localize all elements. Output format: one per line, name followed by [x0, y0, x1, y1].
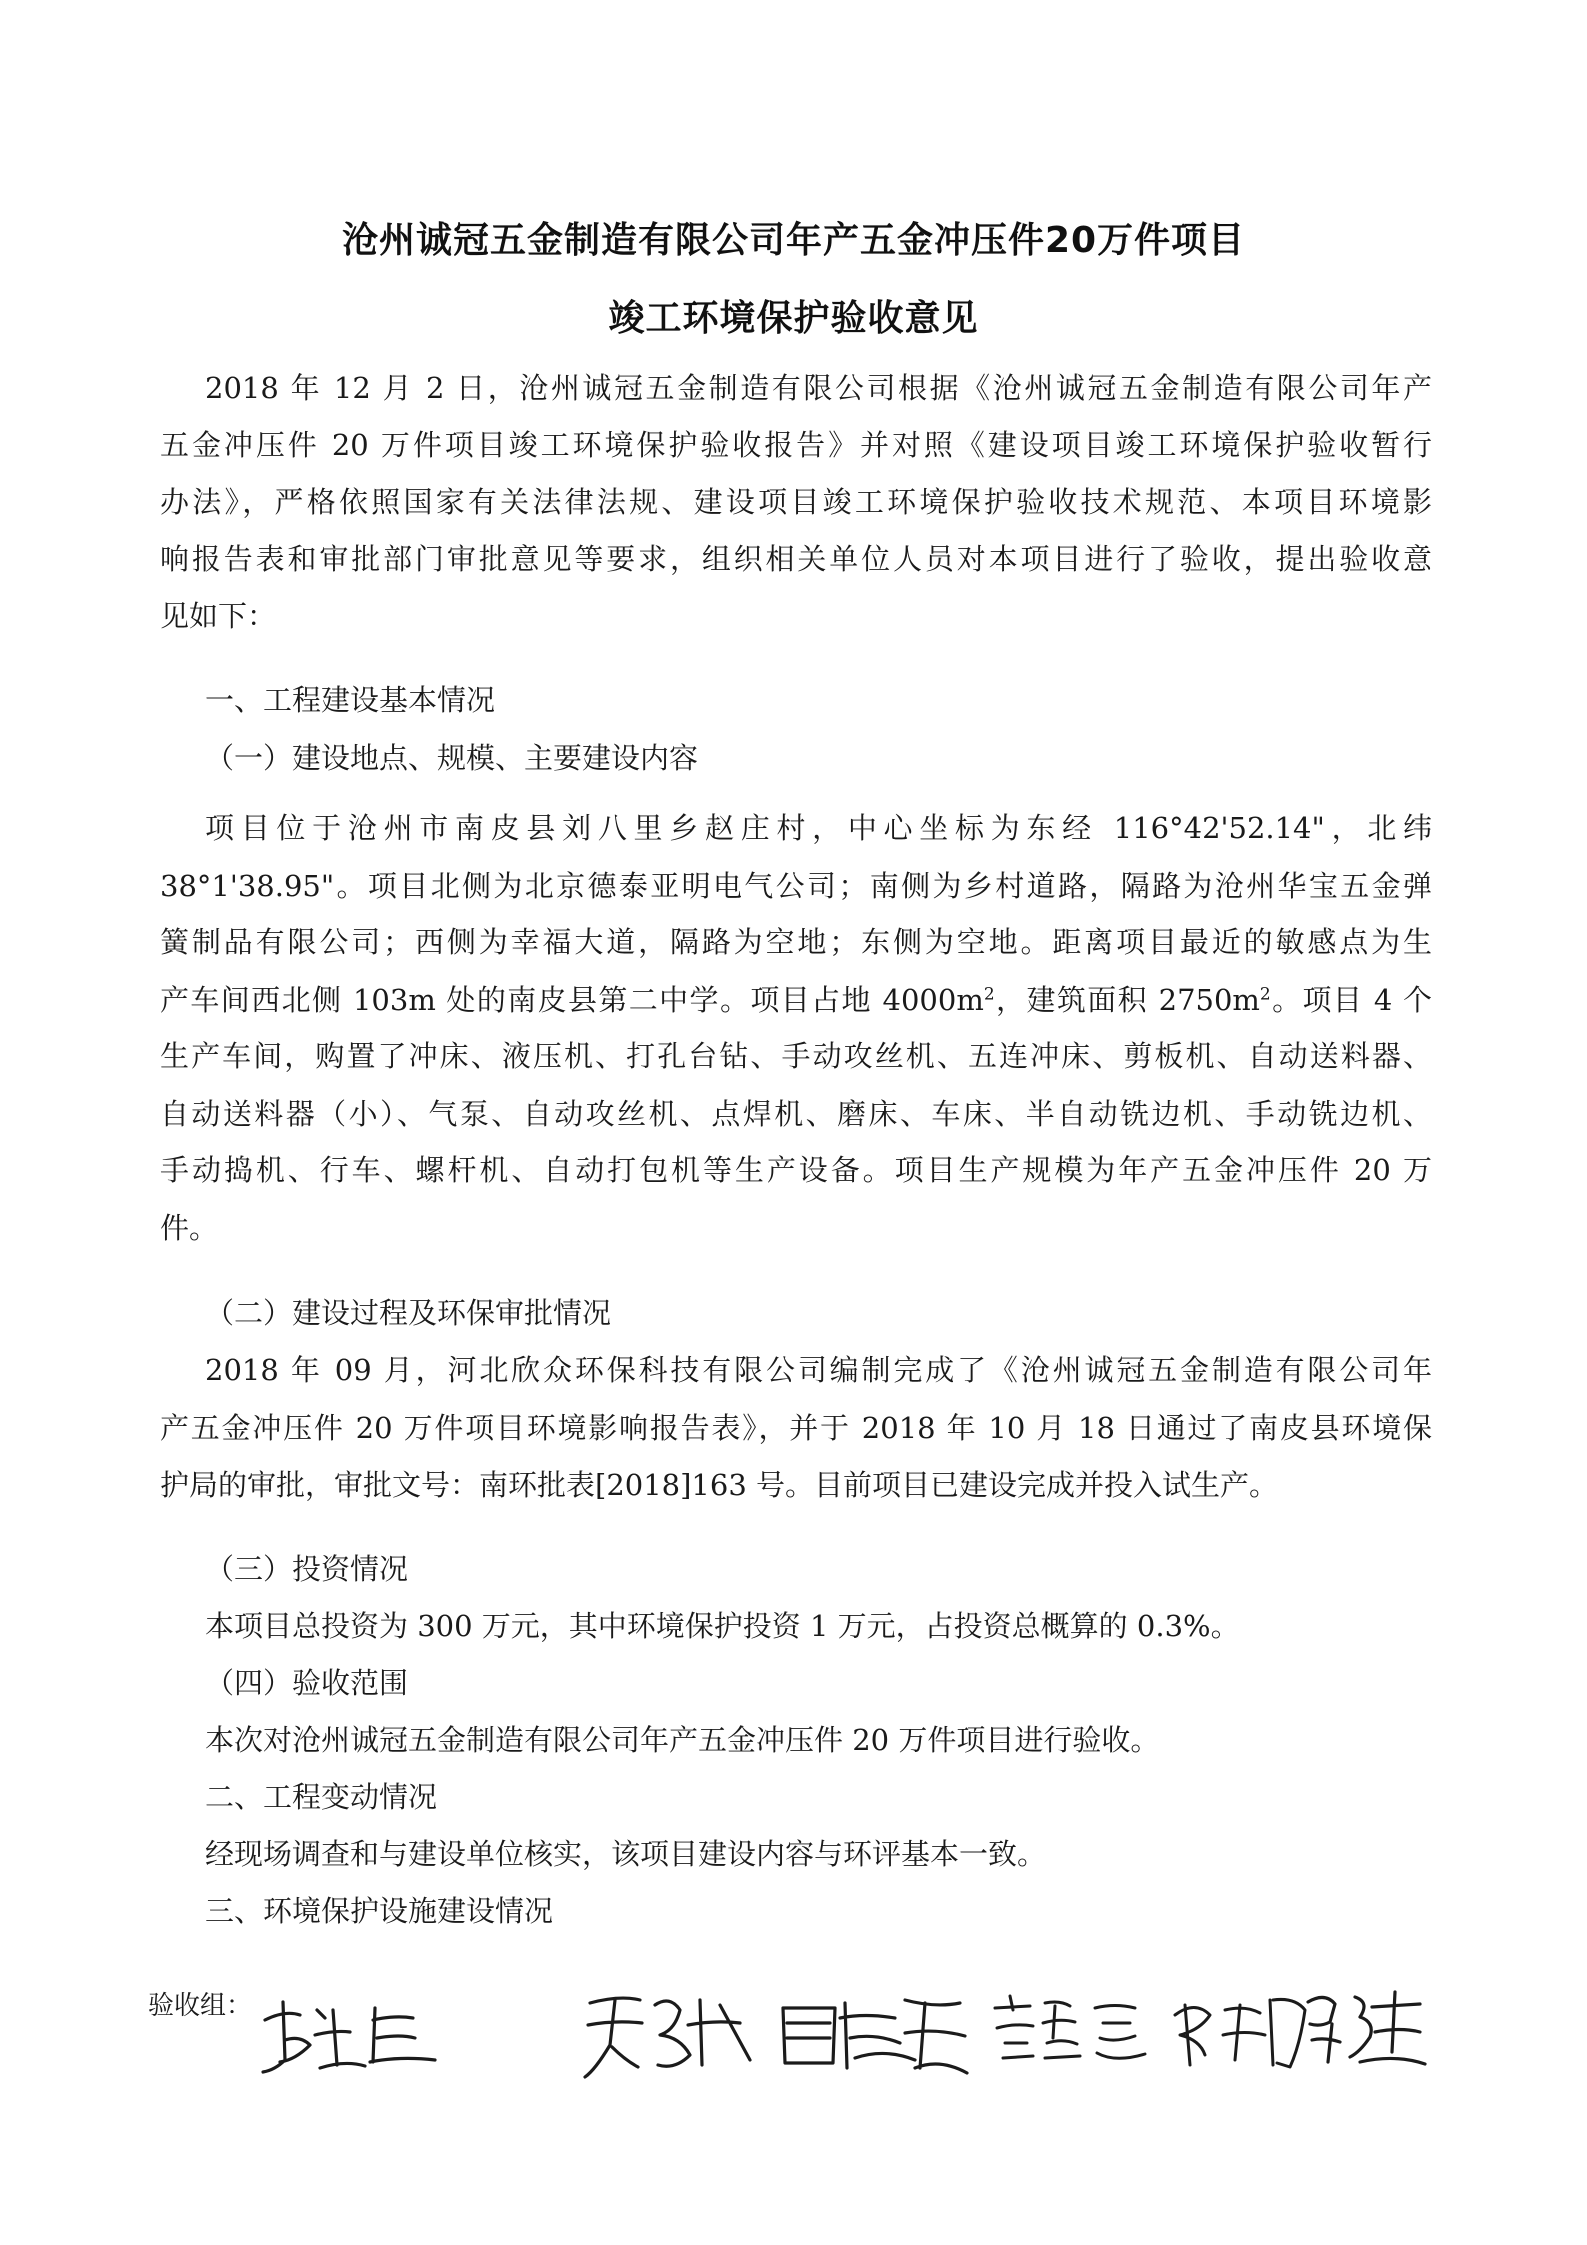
- intro-line-5: 见如下：: [160, 599, 277, 633]
- approval-line-2: 产五金冲压件 20 万件项目环境影响报告表》，并于 2018 年 10 月 18 日通过了南皮县环境保: [160, 1411, 1432, 1445]
- signature-1: [255, 1990, 445, 2080]
- area-text-pre: 产车间西北侧 103m 处的南皮县第二中学。项目占地 4000m: [160, 983, 984, 1017]
- equipment-line-2: 自动送料器（小）、气泵、自动攻丝机、点焊机、磨床、车床、半自动铣边机、手动铣边机、: [160, 1097, 1432, 1131]
- intro-line-2: 五金冲压件 20 万件项目竣工环境保护验收报告》并对照《建设项目竣工环境保护验收暂行: [160, 428, 1432, 462]
- signature-2: [580, 1985, 760, 2085]
- subsection-2-heading: （二）建设过程及环保审批情况: [205, 1296, 612, 1330]
- approval-line-1: 2018 年 09 月，河北欣众环保科技有限公司编制完成了《沧州诚冠五金制造有限公司年: [205, 1353, 1432, 1387]
- section-3-heading: 三、环境保护设施建设情况: [205, 1894, 554, 1928]
- signature-3-scribble: [775, 1988, 975, 2078]
- location-line-2: 38°1'38.95"。项目北侧为北京德泰亚明电气公司；南侧为乡村道路，隔路为沧州华宝五金弹: [160, 869, 1432, 903]
- area-text-mid: ，建筑面积 2750m: [994, 983, 1260, 1017]
- document-title-line-1: 沧州诚冠五金制造有限公司年产五金冲压件20万件项目: [341, 220, 1246, 261]
- approval-line-3: 护局的审批，审批文号：南环批表[2018]163 号。目前项目已建设完成并投入试生产。: [160, 1468, 1279, 1502]
- area-superscript-2: 2: [1259, 984, 1271, 1005]
- scope-text: 本次对沧州诚冠五金制造有限公司年产五金冲压件 20 万件项目进行验收。: [205, 1723, 1160, 1757]
- signature-6: [1300, 1982, 1430, 2072]
- location-line-3: 簧制品有限公司；西侧为幸福大道，隔路为空地；东侧为空地。距离项目最近的敏感点为生: [160, 925, 1432, 959]
- intro-line-3: 办法》，严格依照国家有关法律法规、建设项目竣工环境保护验收技术规范、本项目环境影: [160, 485, 1432, 519]
- section-1-heading: 一、工程建设基本情况: [205, 683, 496, 717]
- section-2-heading: 二、工程变动情况: [205, 1780, 438, 1814]
- subsection-4-heading: （四）验收范围: [205, 1666, 409, 1700]
- area-text-post: 。项目 4 个: [1270, 983, 1432, 1017]
- equipment-line-3: 手动捣机、行车、螺杆机、自动打包机等生产设备。项目生产规模为年产五金冲压件 20 万: [160, 1153, 1432, 1187]
- equipment-line-4: 件。: [160, 1211, 219, 1245]
- intro-line-1: 2018 年 12 月 2 日，沧州诚冠五金制造有限公司根据《沧州诚冠五金制造有限公司年产: [205, 371, 1432, 405]
- change-text: 经现场调查和与建设单位核实，该项目建设内容与环评基本一致。: [205, 1837, 1047, 1871]
- area-line: [160, 980, 1432, 1020]
- subsection-1-heading: （一）建设地点、规模、主要建设内容: [205, 741, 699, 775]
- intro-line-4: 响报告表和审批部门审批意见等要求，组织相关单位人员对本项目进行了验收，提出验收意: [160, 542, 1432, 576]
- signature-5-scribble: [1165, 1985, 1315, 2075]
- investment-text: 本项目总投资为 300 万元，其中环境保护投资 1 万元，占投资总概算的 0.3%。: [205, 1609, 1240, 1643]
- acceptance-group-label: 验收组：: [148, 1991, 253, 2021]
- equipment-line-1: 生产车间，购置了冲床、液压机、打孔台钻、手动攻丝机、五连冲床、剪板机、自动送料器、: [160, 1039, 1432, 1073]
- location-line-1: 项目位于沧州市南皮县刘八里乡赵庄村，中心坐标为东经 116°42'52.14"，北纬: [205, 811, 1432, 845]
- signature-4: [985, 1988, 1155, 2068]
- area-superscript-1: 2: [983, 984, 995, 1005]
- document-title-line-2: 竣工环境保护验收意见: [608, 298, 979, 339]
- subsection-3-heading: （三）投资情况: [205, 1552, 409, 1586]
